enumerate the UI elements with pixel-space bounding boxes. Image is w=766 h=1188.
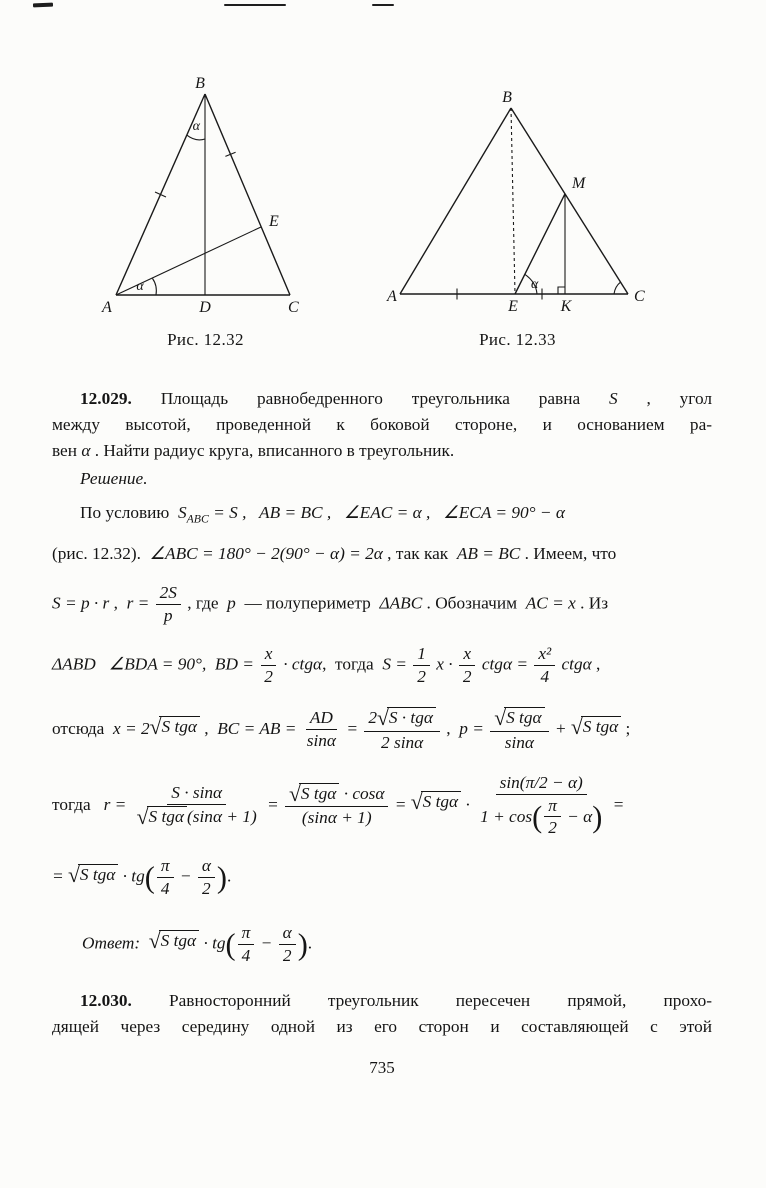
fraction bbox=[238, 923, 255, 966]
radical-icon: √ bbox=[148, 929, 161, 954]
fraction bbox=[534, 644, 555, 687]
fraction-denominator: 2 bbox=[417, 667, 426, 687]
fraction-denominator: 2 sinα bbox=[381, 732, 424, 752]
math-run: (sinα + 1) bbox=[187, 806, 257, 826]
math-run: ∠ABC = 180° − 2(90° − α) = 2α bbox=[149, 544, 383, 564]
math-run: − α bbox=[562, 806, 593, 826]
text-run: , bbox=[441, 718, 460, 738]
solution-label: Решение. bbox=[80, 469, 148, 488]
fig32-angle-arc-B bbox=[187, 135, 205, 140]
math-run: · tg bbox=[199, 933, 226, 953]
text-run: тогда bbox=[52, 794, 104, 814]
text-run: . bbox=[307, 933, 313, 953]
text-run: . Обозначим bbox=[422, 593, 526, 613]
text-run: . bbox=[227, 866, 232, 886]
fig33-segment-EM bbox=[515, 194, 565, 294]
fraction-numerator: AD bbox=[306, 708, 337, 730]
text-run: (рис. 12.32). bbox=[52, 544, 150, 564]
math-run: = bbox=[52, 866, 68, 886]
fig33-label-K: K bbox=[560, 298, 572, 315]
fraction-numerator: sin(π/2 − α) bbox=[496, 773, 587, 795]
math-run: + bbox=[550, 718, 571, 738]
math-run: ctgα = bbox=[477, 654, 533, 674]
fraction-denominator: 2 bbox=[264, 667, 273, 687]
math-run: · tg bbox=[118, 866, 145, 886]
math-run: BC = AB = bbox=[217, 718, 301, 738]
var-S: S bbox=[608, 389, 618, 408]
statement-text: , угол bbox=[617, 389, 712, 408]
fig33-dashed-BE bbox=[511, 108, 515, 294]
statement-text: . Найти радиус круга, вписанного в треугольник. bbox=[90, 441, 455, 460]
sqrt-body: S tgα bbox=[581, 716, 621, 738]
statement-text: Площадь равнобедренного треугольника равна bbox=[131, 389, 609, 408]
math-run: S = bbox=[382, 654, 412, 674]
fraction-numerator: 2S bbox=[156, 583, 181, 605]
text-run: . Из bbox=[575, 593, 609, 613]
fraction bbox=[459, 644, 476, 687]
fraction-numerator: 1 bbox=[413, 644, 430, 666]
fraction bbox=[133, 783, 261, 829]
sqrt-body: S tgα bbox=[299, 783, 339, 805]
math-run: AB = BC bbox=[456, 544, 521, 564]
fraction-denominator: 2 bbox=[282, 945, 292, 965]
solution-line-4 bbox=[52, 644, 712, 687]
text-run: , bbox=[199, 718, 218, 738]
fig33-label-E: E bbox=[508, 298, 518, 315]
radical-icon: √ bbox=[67, 862, 80, 887]
fraction bbox=[156, 583, 181, 626]
fraction-denominator: 4 bbox=[540, 667, 550, 687]
text-run: , так как bbox=[382, 544, 457, 564]
math-run: x · bbox=[431, 654, 457, 674]
problem-12-030-statement bbox=[52, 988, 712, 1040]
fraction bbox=[157, 856, 174, 899]
fraction bbox=[476, 773, 606, 839]
fraction-numerator: α bbox=[279, 923, 296, 945]
sqrt-body: S tgα bbox=[78, 864, 118, 886]
math-run: r = bbox=[103, 794, 131, 814]
math-run: S = p · r bbox=[52, 593, 110, 613]
statement-line-1 bbox=[52, 988, 712, 1014]
var-alpha: α bbox=[81, 441, 91, 460]
solution-line-5 bbox=[52, 707, 712, 753]
text-run: , где bbox=[182, 593, 228, 613]
problem-12-029-statement bbox=[52, 386, 712, 464]
fig32-label-E: E bbox=[269, 213, 279, 230]
sqrt-body: S tgα bbox=[159, 930, 199, 952]
math-run: p bbox=[227, 593, 236, 613]
math-run: − bbox=[175, 866, 196, 886]
fraction bbox=[260, 644, 277, 687]
sqrt-body: S · tgα bbox=[387, 707, 436, 729]
fig32-label-B: B bbox=[195, 75, 205, 92]
text-column bbox=[0, 386, 766, 1078]
fraction bbox=[279, 923, 296, 966]
fraction-denominator: sinα bbox=[504, 732, 534, 752]
fraction bbox=[544, 796, 561, 839]
fig33-label-C: C bbox=[634, 288, 645, 305]
math-run: p = bbox=[459, 718, 489, 738]
text-run: , тогда bbox=[322, 654, 383, 674]
radical-icon: √ bbox=[570, 714, 583, 739]
fraction bbox=[198, 856, 215, 899]
math-run: r = bbox=[126, 593, 154, 613]
fraction-numerator: π bbox=[157, 856, 174, 878]
radical-icon: √ bbox=[289, 781, 301, 806]
fraction-numerator bbox=[285, 783, 388, 808]
page-number: 735 bbox=[369, 1057, 395, 1077]
figures-area bbox=[0, 0, 766, 372]
math-run: ΔABC bbox=[379, 593, 423, 613]
math-run: AC = x bbox=[525, 593, 576, 613]
fraction-denominator: sinα bbox=[306, 731, 336, 751]
solution-line-7 bbox=[52, 856, 712, 899]
fig33-label-alpha-E: α bbox=[531, 277, 539, 292]
radical-icon: √ bbox=[494, 706, 507, 731]
text-run: , bbox=[591, 654, 601, 674]
sqrt-body: S tgα bbox=[159, 716, 199, 738]
big-paren-open: ( bbox=[225, 927, 236, 962]
text-run bbox=[140, 933, 149, 952]
fig32-angle-arc-A bbox=[153, 279, 157, 296]
big-paren-open: ( bbox=[144, 860, 155, 895]
fig33-angle-arc-C bbox=[614, 282, 621, 294]
big-paren-open: ( bbox=[532, 799, 543, 834]
fig33-right-angle-K bbox=[558, 287, 565, 294]
statement-line-2: дящей через середину одной из его сторон и составляющей с этой bbox=[52, 1016, 712, 1036]
math-run: S bbox=[177, 503, 187, 522]
big-paren-close: ) bbox=[297, 927, 308, 962]
statement-text: Равносторонний треугольник пересечен прямой, прохо- bbox=[131, 990, 712, 1010]
math-run: = bbox=[390, 794, 411, 814]
math-run: = bbox=[608, 794, 625, 814]
fraction-denominator: p bbox=[163, 606, 173, 626]
math-run: · cosα bbox=[339, 784, 385, 804]
math-run: − bbox=[256, 933, 277, 953]
solution-line-3 bbox=[52, 583, 712, 626]
fraction bbox=[303, 708, 340, 751]
text-run: отсюда bbox=[52, 718, 113, 738]
math-run: = bbox=[342, 718, 363, 738]
solution-line-2 bbox=[52, 541, 712, 567]
subscript-ABC: ABC bbox=[186, 512, 209, 526]
fraction-denominator bbox=[133, 805, 261, 829]
fraction-numerator: x² bbox=[534, 644, 555, 666]
sqrt-expression bbox=[149, 930, 199, 953]
statement-line-3 bbox=[52, 438, 712, 464]
text-run: , bbox=[109, 593, 127, 613]
big-paren-close: ) bbox=[216, 860, 227, 895]
fraction-numerator: S · sinα bbox=[167, 783, 226, 805]
fig33-side-AB bbox=[400, 108, 511, 294]
fig32-label-D: D bbox=[199, 299, 211, 316]
sqrt-expression bbox=[289, 783, 339, 806]
answer-line bbox=[52, 923, 712, 966]
sqrt-expression bbox=[150, 716, 200, 739]
sqrt-body: S tgα bbox=[147, 806, 187, 828]
fraction-numerator: x bbox=[261, 644, 277, 666]
statement-text: вен bbox=[52, 441, 82, 460]
fraction bbox=[413, 644, 430, 687]
fig33-label-B: B bbox=[502, 89, 512, 106]
fig32-label-alpha-A: α bbox=[136, 279, 144, 294]
fraction-denominator bbox=[476, 795, 606, 839]
math-run: · ctgα bbox=[278, 654, 323, 674]
fraction bbox=[364, 707, 440, 753]
solution-line-6 bbox=[52, 773, 712, 839]
problem-number-029: 12.029. bbox=[80, 389, 132, 408]
fig32-label-A: A bbox=[102, 299, 112, 316]
math-run: ΔABD ∠BDA = 90°, BD = bbox=[52, 654, 259, 674]
fig33-label-M: M bbox=[572, 175, 586, 192]
fraction bbox=[285, 783, 388, 829]
text-run: . Имеем, что bbox=[520, 544, 617, 564]
text-run: По условию bbox=[80, 503, 178, 522]
math-run: = S , AB = BC , ∠EAC = α , ∠ECA = 90° − α bbox=[208, 503, 565, 522]
sqrt-body: S tgα bbox=[504, 707, 544, 729]
problem-number-030: 12.030. bbox=[80, 990, 132, 1010]
sqrt-expression bbox=[68, 864, 118, 887]
fig32-label-C: C bbox=[288, 299, 299, 316]
big-paren-close: ) bbox=[592, 799, 603, 834]
figure-12-33 bbox=[385, 88, 650, 316]
sqrt-expression bbox=[571, 716, 621, 739]
fraction-numerator bbox=[364, 707, 440, 732]
fraction-numerator: α bbox=[198, 856, 215, 878]
math-run: ctgα bbox=[557, 654, 592, 674]
fig32-tick-AB bbox=[155, 192, 166, 197]
math-run: x = 2 bbox=[112, 718, 150, 738]
sqrt-expression bbox=[377, 707, 436, 730]
fraction-denominator: 2 bbox=[202, 879, 211, 899]
fraction-numerator: π bbox=[238, 923, 255, 945]
fraction-denominator: (sinα + 1) bbox=[301, 808, 372, 828]
solution-line-1 bbox=[52, 500, 712, 532]
fraction-denominator: 4 bbox=[241, 945, 251, 965]
sqrt-expression bbox=[494, 707, 544, 730]
fraction-denominator: 2 bbox=[548, 818, 557, 838]
figure-caption-12-32: Рис. 12.32 bbox=[167, 330, 244, 349]
figure-12-32 bbox=[88, 74, 323, 316]
fraction-numerator: π bbox=[544, 796, 561, 818]
text-run: ; bbox=[621, 718, 631, 738]
math-run: · bbox=[461, 794, 475, 814]
fraction bbox=[490, 707, 548, 753]
math-run: 2 bbox=[368, 708, 377, 728]
answer-label: Ответ: bbox=[82, 933, 141, 953]
fig32-label-alpha-B: α bbox=[192, 119, 200, 134]
fig33-label-A: A bbox=[387, 288, 397, 305]
statement-line-1 bbox=[52, 386, 712, 412]
fraction-denominator: 4 bbox=[160, 879, 170, 899]
radical-icon: √ bbox=[376, 706, 389, 731]
radical-icon: √ bbox=[149, 714, 162, 739]
fig32-side-BC bbox=[205, 94, 290, 295]
fraction-numerator: x bbox=[459, 644, 475, 666]
math-run: 1 + cos bbox=[480, 806, 533, 826]
fraction-numerator bbox=[490, 707, 548, 732]
sqrt-expression bbox=[137, 806, 187, 829]
sqrt-expression bbox=[411, 791, 461, 814]
sqrt-body: S tgα bbox=[421, 791, 461, 813]
math-run: = bbox=[262, 794, 284, 814]
text-run: — полупериметр bbox=[235, 593, 380, 613]
fraction-denominator: 2 bbox=[462, 667, 472, 687]
radical-icon: √ bbox=[410, 790, 423, 815]
radical-icon: √ bbox=[136, 804, 149, 829]
statement-line-2: между высотой, проведенной к боковой стороне, и основанием ра- bbox=[52, 415, 712, 434]
figure-caption-12-33: Рис. 12.33 bbox=[479, 330, 556, 349]
